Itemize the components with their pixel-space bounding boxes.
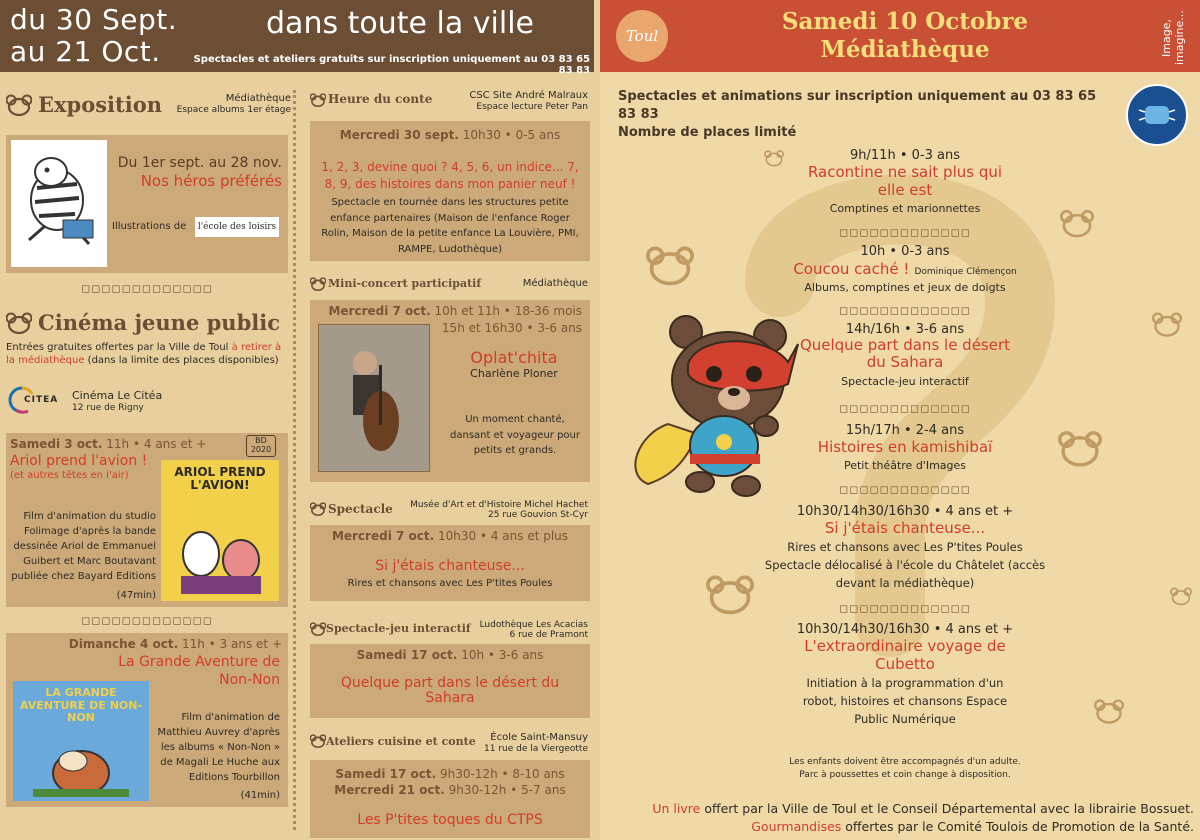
- spectacle-date: Mercredi 7 oct.: [331, 529, 435, 543]
- conte-place1: CSC Site André Malraux: [469, 90, 588, 101]
- ateliers-place2: 11 rue de la Viergeotte: [484, 743, 588, 754]
- spectaclejeu-place2: 6 rue de Pramont: [509, 630, 588, 641]
- paw-decoration-icon: [1152, 310, 1182, 338]
- cinema-title: Cinéma jeune public: [38, 310, 281, 335]
- header-subtitle: Spectacles et ateliers gratuits sur inscription uniquement au 03 83 65 83 83: [193, 54, 590, 76]
- right-intro: [618, 88, 1118, 143]
- concert-time1: 10h et 11h • 18-36 mois: [434, 304, 582, 318]
- zebra-icon: [11, 140, 107, 267]
- concert-date: Mercredi 7 oct.: [328, 304, 431, 318]
- spectaclejeu-datetime: [310, 647, 590, 663]
- film1-date: Samedi 3 oct.: [10, 437, 103, 451]
- bear-paw-icon: [310, 622, 326, 636]
- paw-decoration-icon: [1094, 697, 1124, 725]
- ateliers-line1: [310, 766, 590, 782]
- ateliers-place: [478, 732, 588, 754]
- separator-r4: ◻◻◻◻◻◻◻◻◻◻◻◻◻: [839, 483, 971, 496]
- ateliers-title: Ateliers cuisine et conte: [326, 735, 476, 748]
- concert-box: [310, 300, 590, 482]
- cellist-photo: [318, 324, 430, 472]
- footer-book-text: offert par la Ville de Toul et le Conseil Départemental avec la librairie Bossuet.: [704, 801, 1194, 816]
- event-3: [760, 322, 1050, 388]
- ecole-loisirs-logo: l'école des loisirs: [195, 217, 279, 237]
- spectaclejeu-place1: Ludothèque Les Acacias: [479, 620, 588, 630]
- cinema-intro-red2: la médiathèque: [6, 355, 85, 366]
- spectacle-datetime: [310, 528, 590, 544]
- paw-decoration-icon: [1170, 586, 1192, 606]
- ateliers-date2: Mercredi 21 oct.: [334, 783, 445, 797]
- places-limitees-badge: [1126, 84, 1188, 146]
- film2-title: La Grande Aventure de Non-Non: [118, 654, 280, 688]
- note-accompanied: Les enfants doivent être accompagnés d'un adulte.: [789, 757, 1021, 767]
- separator-r1: ◻◻◻◻◻◻◻◻◻◻◻◻◻: [839, 226, 971, 239]
- bd2020-badge: BD 2020: [246, 435, 276, 457]
- spectaclejeu-show: Quelque part dans le désert du Sahara: [340, 675, 560, 707]
- event-3-time: 14h/16h • 3-6 ans: [845, 322, 965, 337]
- date-end: au 21 Oct.: [10, 35, 161, 68]
- exposition-place2: Espace albums 1er étage: [176, 104, 291, 115]
- separator-r3: ◻◻◻◻◻◻◻◻◻◻◻◻◻: [839, 402, 971, 415]
- event-6-time: 10h30/14h30/16h30 • 4 ans et +: [796, 622, 1014, 637]
- spectacle-place: [388, 500, 588, 521]
- bear-paw-icon: [310, 502, 326, 516]
- footer-line2: [608, 818, 1194, 836]
- nonnon-character-icon: [33, 731, 129, 797]
- ateliers-line2: [310, 782, 590, 798]
- spectaclejeu-place: [468, 620, 588, 641]
- event-1-desc: Comptines et marionnettes: [829, 202, 981, 215]
- exposition-place: [171, 93, 291, 115]
- footer-treats-text: offertes par le Comité Toulois de Promotion de la Santé.: [845, 819, 1194, 835]
- event-4: [760, 423, 1050, 472]
- spectaclejeu-date: Samedi 17 oct.: [356, 648, 458, 662]
- exposition-title: Exposition: [38, 92, 162, 117]
- spectacle-description: Rires et chansons avec Les P'tites Poules: [347, 578, 553, 589]
- exposition-illus-label: Illustrations de: [112, 221, 187, 232]
- footer-line1: [608, 800, 1194, 818]
- cellist-image: [319, 325, 429, 471]
- date-range: [10, 4, 177, 68]
- spectacle-place1: Musée d'Art et d'Histoire Michel Hachet: [410, 500, 588, 510]
- event-1-time: 9h/11h • 0-3 ans: [850, 148, 960, 163]
- ateliers-box: [310, 760, 590, 838]
- ariol-characters-icon: [171, 504, 269, 596]
- footer-treats: Gourmandises: [751, 819, 842, 835]
- footer-book: Un livre: [652, 801, 701, 816]
- date-start: du 30 Sept.: [10, 3, 178, 36]
- event-2: [760, 244, 1050, 294]
- spectacle-show: Si j'étais chanteuse...: [375, 558, 525, 574]
- bear-paw-icon: [310, 93, 326, 107]
- cinema-intro: [6, 341, 290, 367]
- exposition-heading: [6, 92, 291, 122]
- bear-paw-icon: [6, 94, 32, 116]
- right-title-date: Samedi 10 Octobre: [781, 8, 1029, 35]
- paw-decoration-icon: [646, 244, 694, 286]
- concert-time1-line: [312, 303, 582, 319]
- spectacle-title: Spectacle: [328, 502, 393, 516]
- bear-paw-icon: [6, 312, 32, 334]
- film1-time: 11h • 4 ans et +: [106, 437, 207, 451]
- ariol-poster: [161, 460, 279, 601]
- concert-place: Médiathèque: [522, 278, 588, 289]
- exposition-place1: Médiathèque: [225, 93, 291, 104]
- event-6-title: L'extraordinaire voyage de Cubetto: [804, 637, 1006, 673]
- concert-title: Mini-concert participatif: [328, 277, 482, 290]
- ateliers-time2: 9h30-12h • 5-7 ans: [448, 783, 566, 797]
- right-intro-phone: Spectacles et animations sur inscription uniquement au 03 83 65 83 83: [618, 89, 1097, 123]
- column-divider: [293, 90, 301, 830]
- conte-time: 10h30 • 0-5 ans: [462, 128, 561, 142]
- ateliers-place1: École Saint-Mansuy: [490, 732, 588, 743]
- cinema-intro-limit: (dans la limite des places disponibles): [87, 355, 279, 366]
- cinema-heading: [6, 310, 291, 340]
- citea-logo-text: CITEA: [24, 395, 59, 405]
- right-notes: [750, 756, 1060, 782]
- right-footer: [608, 800, 1194, 836]
- right-title-place: Médiathèque: [820, 36, 990, 63]
- bear-paw-icon: [310, 734, 326, 748]
- event-3-title: Quelque part dans le désert du Sahara: [799, 336, 1011, 372]
- conte-heading: [310, 90, 590, 114]
- ateliers-heading: [310, 730, 590, 754]
- event-5: [750, 504, 1060, 592]
- right-title: [690, 8, 1120, 64]
- ateliers-time1: 9h30-12h • 8-10 ans: [439, 767, 565, 781]
- separator-r2: ◻◻◻◻◻◻◻◻◻◻◻◻◻: [839, 304, 971, 317]
- paw-decoration-icon: [1060, 207, 1094, 239]
- spectaclejeu-title: Spectacle-jeu interactif: [326, 622, 471, 635]
- event-1-title: Racontine ne sait plus qui elle est: [807, 163, 1003, 199]
- concert-artist: Charlène Ploner: [470, 367, 558, 380]
- zebra-illustration: [11, 140, 107, 267]
- event-3-desc: Spectacle-jeu interactif: [841, 374, 969, 388]
- concert-show: Oplat'chita: [470, 348, 558, 367]
- spectaclejeu-heading: [310, 618, 590, 642]
- film2-time: 11h • 3 ans et +: [181, 637, 282, 651]
- cinema-intro-text: Entrées gratuites offertes par la Ville de Toul: [6, 342, 229, 353]
- paw-decoration-icon: [706, 572, 754, 616]
- vertical-slogan: Image, imagine...: [1160, 10, 1186, 66]
- conte-date: Mercredi 30 sept.: [339, 128, 459, 142]
- conte-place: [438, 90, 588, 112]
- spectaclejeu-time: 10h • 3-6 ans: [461, 648, 544, 662]
- ateliers-date1: Samedi 17 oct.: [335, 767, 437, 781]
- event-2-title: Coucou caché !: [793, 260, 910, 278]
- event-1: [760, 148, 1050, 215]
- film2-duration: (41min): [240, 790, 280, 801]
- conte-title: Heure du conte: [328, 92, 433, 106]
- event-6-desc: Initiation à la programmation d'un robot, histoires et chansons Espace Public Numérique: [802, 676, 1008, 726]
- film2-box: [6, 633, 288, 807]
- film1-title: Ariol prend l'avion !: [10, 453, 148, 469]
- bear-paw-icon: [310, 277, 326, 291]
- conte-datetime: [310, 127, 590, 143]
- event-5-title: Si j'étais chanteuse...: [824, 519, 986, 537]
- exposition-box: [6, 135, 288, 273]
- film1-description: Film d'animation du studio Folimage d'après la bande dessinée Ariol de Emmanuel Guibert et Marc Boutavant publiée chez Bayard Editions: [11, 511, 156, 582]
- event-4-desc: Petit théâtre d'Images: [843, 459, 967, 472]
- event-4-time: 15h/17h • 2-4 ans: [845, 423, 965, 438]
- spectacle-place2: 25 rue Gouvion St-Cyr: [488, 510, 588, 521]
- citea-logo: [8, 384, 66, 416]
- event-5-desc: Rires et chansons avec Les P'tites Poules Spectacle délocalisé à l'école du Châtelet (accès devant la médiathèque): [764, 540, 1046, 590]
- spectaclejeu-box: [310, 644, 590, 718]
- exposition-dates: Du 1er sept. au 28 nov.: [117, 155, 282, 171]
- event-5-time: 10h30/14h30/16h30 • 4 ans et +: [796, 504, 1014, 519]
- spectacle-time: 10h30 • 4 ans et plus: [438, 529, 569, 543]
- film1-datetime: [10, 436, 206, 452]
- conte-description: Spectacle en tournée dans les structures petite enfance partenaires (Maison de l'enfance Roger Rolin, Maison de la petite enfance La Louvière, PMI, RAMPE, Ludothèque): [321, 197, 579, 255]
- exposition-name: Nos héros préférés: [140, 172, 282, 190]
- conte-show: 1, 2, 3, devine quoi ? 4, 5, 6, un indice... 7, 8, 9, des histoires dans mon panier neuf !: [321, 160, 579, 191]
- event-6: [750, 622, 1060, 728]
- conte-place2: Espace lecture Peter Pan: [476, 101, 588, 112]
- note-stroller: Parc à poussettes et coin change à disposition.: [799, 770, 1011, 781]
- spectacle-box: [310, 525, 590, 601]
- concert-heading: [310, 274, 590, 296]
- separator-r5: ◻◻◻◻◻◻◻◻◻◻◻◻◻: [839, 602, 971, 615]
- concert-time2: 15h et 16h30 • 3-6 ans: [441, 321, 582, 335]
- event-2-time: 10h • 0-3 ans: [860, 244, 950, 259]
- spectacle-heading: [310, 498, 590, 522]
- ariol-poster-title: ARIOL PREND L'AVION!: [174, 465, 266, 493]
- paw-decoration-icon: [1058, 428, 1102, 468]
- right-panel: [600, 72, 1200, 840]
- header-title: dans toute la ville: [266, 6, 534, 41]
- film1-duration: (47min): [116, 590, 156, 601]
- nonnon-poster: [13, 681, 149, 801]
- right-header: [600, 0, 1200, 72]
- event-2-desc: Albums, comptines et jeux de doigts: [804, 281, 1006, 294]
- left-header: [0, 0, 594, 76]
- cinema-venue: Cinéma Le Citéa: [72, 389, 163, 402]
- separator-2: ◻◻◻◻◻◻◻◻◻◻◻◻◻: [81, 614, 213, 627]
- film2-description: Film d'animation de Matthieu Auvrey d'après les albums « Non-Non » de Magali Le Huche aux Editions Tourbillon: [157, 712, 280, 783]
- ateliers-show: Les P'tites toques du CTPS: [357, 812, 543, 828]
- cinema-intro-red1: à retirer à: [231, 342, 282, 353]
- separator-1: ◻◻◻◻◻◻◻◻◻◻◻◻◻: [81, 282, 213, 295]
- film2-date: Dimanche 4 oct.: [68, 637, 179, 651]
- film1-box: [6, 433, 288, 607]
- event-2-author: Dominique Clémençon: [914, 267, 1017, 277]
- toul-logo: Toul: [616, 10, 668, 62]
- concert-description: Un moment chanté, dansant et voyageur pour petits et grands.: [450, 414, 580, 456]
- film2-datetime: [12, 636, 282, 652]
- event-4-title: Histoires en kamishibaï: [817, 438, 993, 456]
- right-intro-limited: Nombre de places limité: [618, 125, 797, 141]
- nonnon-poster-title: LA GRANDE AVENTURE DE NON-NON: [19, 686, 143, 725]
- face-mask-icon: [1137, 100, 1177, 130]
- conte-box: [310, 121, 590, 261]
- cinema-address: 12 rue de Rigny: [72, 403, 144, 413]
- film1-subtitle: (et autres têtes en l'air): [10, 470, 129, 481]
